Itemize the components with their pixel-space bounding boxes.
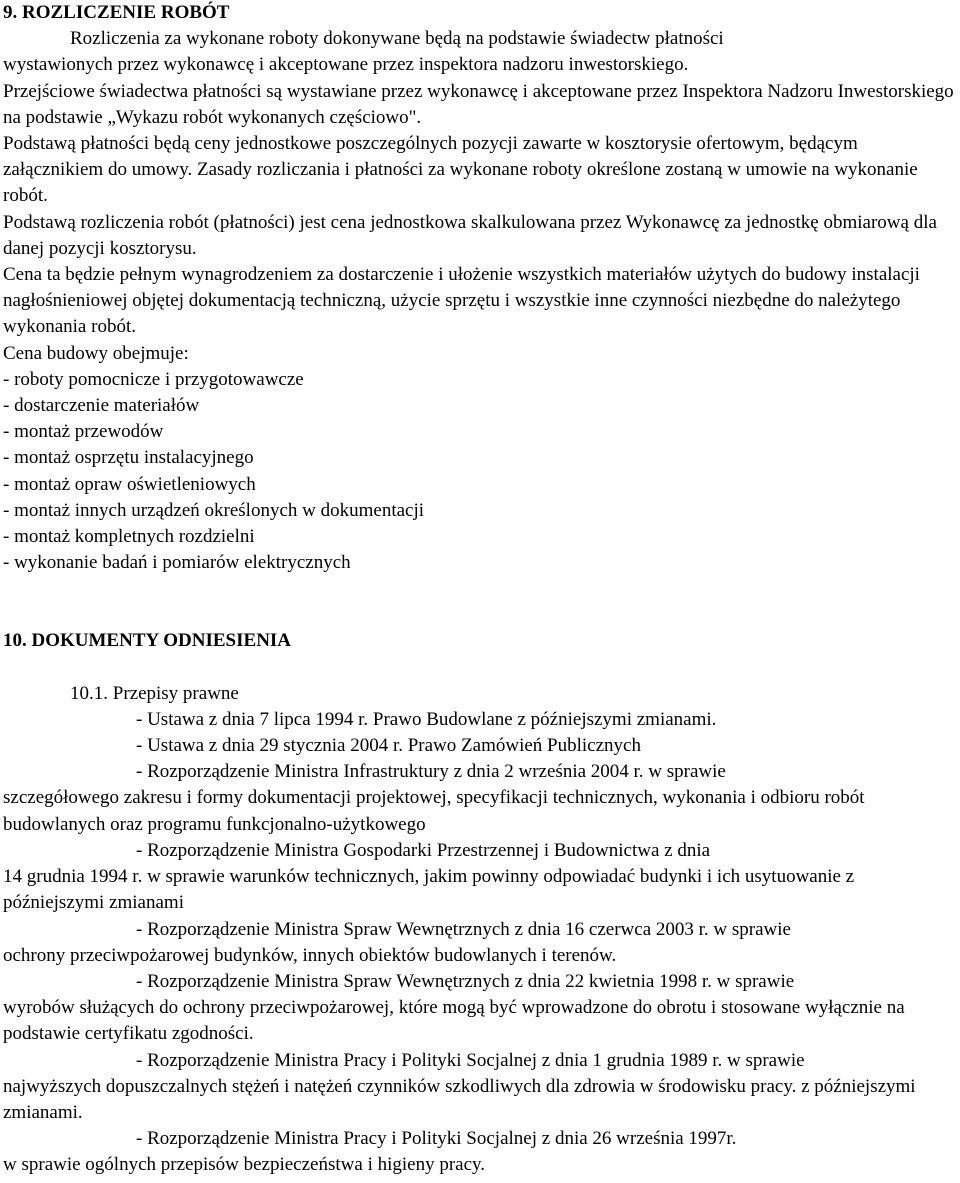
- legal-reference-title: - Ustawa z dnia 7 lipca 1994 r. Prawo Budowlane z późniejszymi zmianami.: [136, 708, 717, 730]
- legal-reference-continuation: ochrony przeciwpożarowej budynków, innych obiektów budowlanych i terenów.: [3, 944, 617, 966]
- legal-reference: [3, 733, 957, 759]
- subsection-10-1-heading: 10.1. Przepisy prawne: [70, 682, 239, 704]
- legal-reference: [3, 707, 957, 733]
- legal-reference-title: - Rozporządzenie Ministra Gospodarki Przestrzennej i Budownictwa z dnia: [136, 839, 711, 861]
- price-scope-item: - montaż przewodów: [3, 421, 164, 443]
- price-scope-item: - dostarczenie materiałów: [3, 395, 200, 417]
- price-scope-item: - montaż innych urządzeń określonych w dokumentacji: [3, 499, 425, 521]
- document-page: [3, 0, 957, 1179]
- legal-reference: [3, 759, 957, 838]
- legal-reference: [3, 838, 957, 917]
- legal-reference-continuation: wyrobów służących do ochrony przeciwpożarowej, które mogą być wprowadzone do obrotu i stosowane wyłącznie na podstawie certyfikatu zgodności.: [3, 997, 905, 1045]
- section-9-paragraph-2: Przejściowe świadectwa płatności są wystawiane przez wykonawcę i akceptowane przez Inspektora Nadzoru Inwestorskiego na podstawie „Wykazu robót wykonanych częściowo".: [3, 80, 954, 128]
- section-spacer: [3, 655, 957, 681]
- price-scope-item: - montaż osprzętu instalacyjnego: [3, 447, 254, 469]
- legal-reference-title: - Rozporządzenie Ministra Infrastruktury z dnia 2 września 2004 r. w sprawie: [136, 761, 726, 783]
- legal-reference: [3, 969, 957, 1048]
- section-9-paragraph-1-rest: wystawionych przez wykonawcę i akceptowane przez inspektora nadzoru inwestorskiego.: [3, 54, 689, 76]
- section-9-paragraph-3: Podstawą płatności będą ceny jednostkowe poszczególnych pozycji zawarte w kosztorysie ofertowym, będącym załącznikiem do umowy. Zasady rozliczania i płatności za wykonane roboty określone zostaną w umowie na wykonanie robót.: [3, 133, 918, 207]
- section-9-paragraph-1-first-line: Rozliczenia za wykonane roboty dokonywane będą na podstawie świadectw płatności: [70, 28, 724, 50]
- legal-reference-title: - Rozporządzenie Ministra Pracy i Polityki Socjalnej z dnia 1 grudnia 1989 r. w sprawie: [136, 1049, 805, 1071]
- legal-reference-title: - Rozporządzenie Ministra Spraw Wewnętrznych z dnia 16 czerwca 2003 r. w sprawie: [136, 918, 791, 940]
- legal-reference-title: - Rozporządzenie Ministra Spraw Wewnętrznych z dnia 22 kwietnia 1998 r. w sprawie: [136, 970, 795, 992]
- price-scope-item: - roboty pomocnicze i przygotowawcze: [3, 368, 304, 390]
- section-spacer: [3, 576, 957, 628]
- legal-reference: [3, 1126, 957, 1178]
- legal-reference-continuation: w sprawie ogólnych przepisów bezpieczeństwa i higieny pracy.: [3, 1154, 486, 1176]
- section-9-paragraph-5: Cena ta będzie pełnym wynagrodzeniem za dostarczenie i ułożenie wszystkich materiałów użytych do budowy instalacji nagłośnieniowej objętej dokumentacją techniczną, użycie sprzętu i wszystkie inne czynności niezbędne do należytego wykonania robót.: [3, 264, 920, 338]
- legal-reference-title: - Ustawa z dnia 29 stycznia 2004 r. Prawo Zamówień Publicznych: [136, 735, 641, 757]
- section-9-heading: 9. ROZLICZENIE ROBÓT: [3, 2, 230, 23]
- legal-reference-continuation: 14 grudnia 1994 r. w sprawie warunków technicznych, jakim powinny odpowiadać budynki i ich usytuowanie z późniejszymi zmianami: [3, 866, 855, 914]
- price-scope-item: - wykonanie badań i pomiarów elektrycznych: [3, 552, 351, 574]
- legal-reference: [3, 917, 957, 969]
- section-10-heading: 10. DOKUMENTY ODNIESIENIA: [3, 630, 292, 652]
- price-scope-item: - montaż opraw oświetleniowych: [3, 473, 256, 495]
- price-scope-item: - montaż kompletnych rozdzielni: [3, 526, 255, 548]
- legal-reference-continuation: najwyższych dopuszczalnych stężeń i natężeń czynników szkodliwych dla zdrowia w środowisku pracy. z późniejszymi zmianami.: [3, 1075, 916, 1123]
- legal-reference-continuation: szczegółowego zakresu i formy dokumentacji projektowej, specyfikacji technicznych, wykonania i odbioru robót budowlanych oraz programu funkcjonalno-użytkowego: [3, 787, 865, 835]
- price-scope-list: [3, 367, 957, 577]
- legal-reference-title: - Rozporządzenie Ministra Pracy i Polityki Socjalnej z dnia 26 września 1997r.: [136, 1128, 737, 1150]
- section-9-paragraph-4: Podstawą rozliczenia robót (płatności) jest cena jednostkowa skalkulowana przez Wykonawcę za jednostkę obmiarową dla danej pozycji kosztorysu.: [3, 211, 937, 259]
- legal-reference: [3, 1048, 957, 1127]
- price-scope-intro: Cena budowy obejmuje:: [3, 342, 189, 364]
